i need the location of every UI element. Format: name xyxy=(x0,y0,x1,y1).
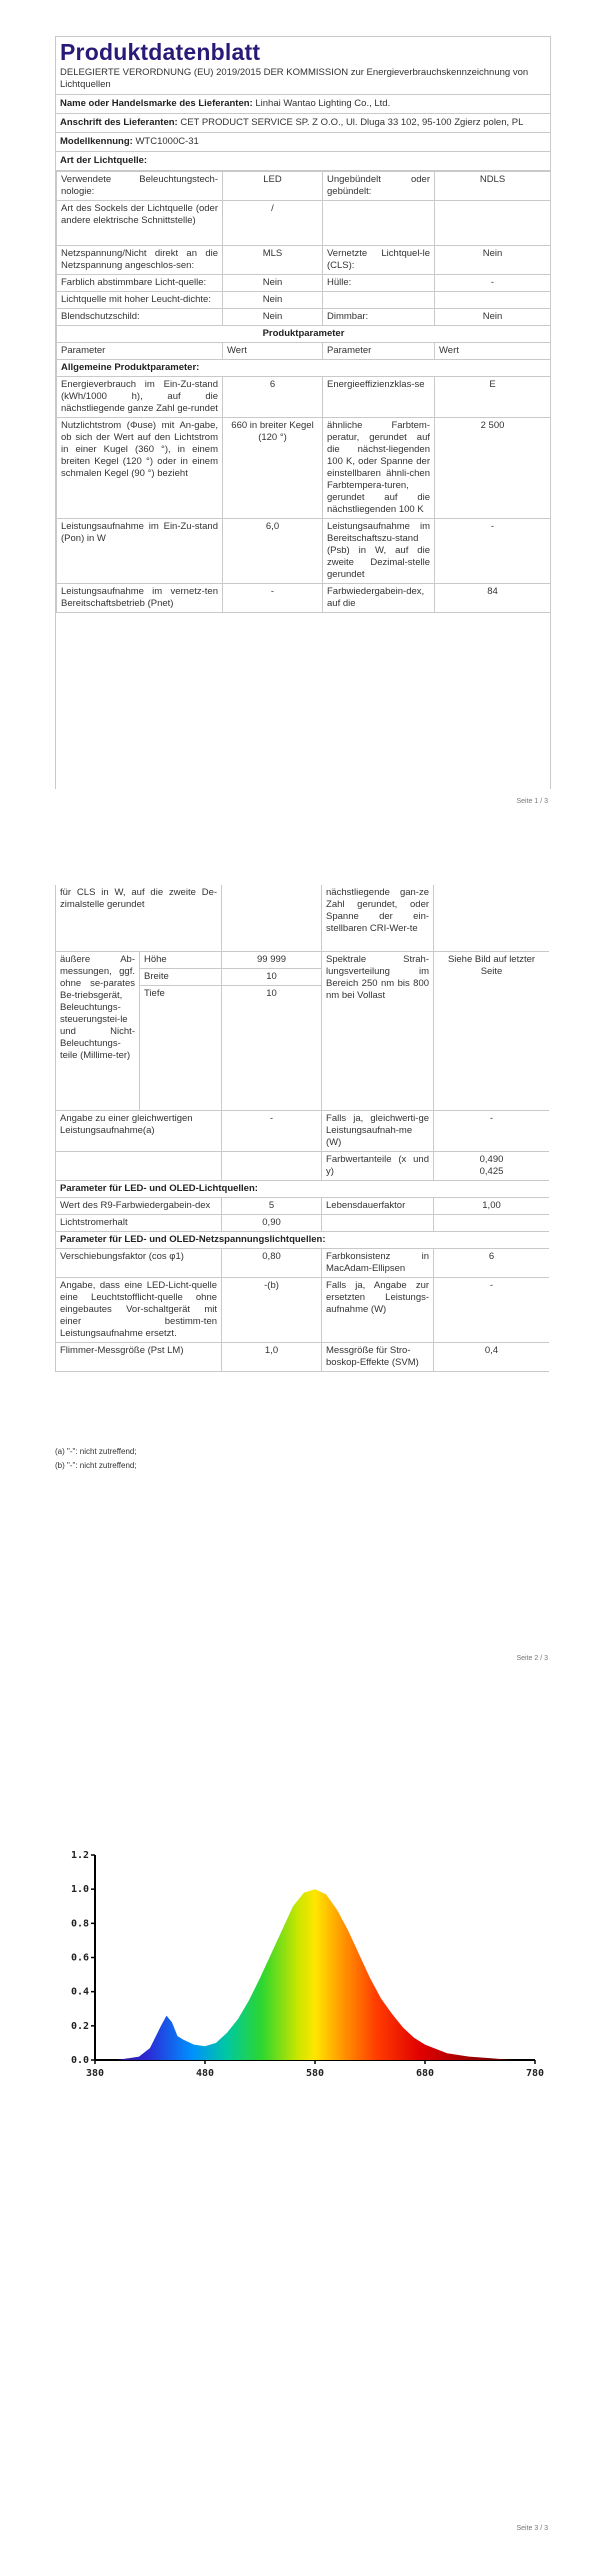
general-params-heading: Allgemeine Produktparameter: xyxy=(57,360,551,377)
param-label: nächstliegende gan-ze Zahl gerundet, oder Spanne der ein-stellbaren CRI-Wer-te xyxy=(322,885,434,952)
title-block xyxy=(56,37,550,95)
param-label xyxy=(323,201,435,246)
param-label: Falls ja, Angabe zur ersetzten Leistungs-aufnahme (W) xyxy=(322,1278,434,1343)
supplier-address-row xyxy=(56,114,550,133)
spectral-distribution-chart xyxy=(55,1835,555,2095)
param-value: - xyxy=(222,1111,322,1152)
param-label: Farbwiedergabein-dex, auf die xyxy=(323,584,435,613)
light-source-type-table xyxy=(56,171,551,613)
param-value: 0,4 xyxy=(434,1343,549,1372)
x-tick-label: 680 xyxy=(415,2068,435,2079)
param-label: ähnliche Farbtem-peratur, gerundet auf die nächst-liegenden 100 K, oder Spanne der einstellbaren ähnli-chen Farbtempera-turen, gerundet auf die nächstliegenden 100 K xyxy=(323,418,435,519)
param-value xyxy=(435,201,551,246)
footnote: (a) "-": nicht zutreffend; xyxy=(55,1447,137,1456)
param-label xyxy=(323,292,435,309)
param-value xyxy=(434,1152,549,1181)
page-3 xyxy=(0,1735,603,2560)
column-header: Parameter xyxy=(57,343,223,360)
param-label: Leistungsaufnahme im Bereitschaftszu-stand (Psb) in W, auf die zweite Dezimal-stelle gerundet xyxy=(323,519,435,584)
param-label: Leistungsaufnahme im Ein-Zu-stand (Pon) in W xyxy=(57,519,223,584)
datasheet-page-1 xyxy=(55,36,551,789)
param-value: Nein xyxy=(435,246,551,275)
chart-marks xyxy=(95,1889,535,2060)
table-row xyxy=(56,1198,550,1215)
table-row xyxy=(56,1249,550,1278)
y-tick-label: 1.0 xyxy=(70,1884,89,1896)
param-label: Lichtstromerhalt xyxy=(56,1215,222,1232)
table-row xyxy=(57,246,551,275)
param-value xyxy=(222,1152,322,1181)
dimension-value: 99 999 xyxy=(222,952,322,969)
page-number: Seite 1 / 3 xyxy=(516,798,548,805)
param-value xyxy=(222,885,322,952)
table-row xyxy=(57,172,551,201)
table-row xyxy=(57,519,551,584)
param-label xyxy=(322,1215,434,1232)
x-tick-label: 580 xyxy=(305,2068,325,2079)
param-value: Nein xyxy=(435,309,551,326)
param-label: Verschiebungsfaktor (cos φ1) xyxy=(56,1249,222,1278)
document-title: Produktdatenblatt xyxy=(60,39,261,65)
param-label: Farbwertanteile (x und y) xyxy=(322,1152,434,1181)
chroma-y: 0,425 xyxy=(479,1166,504,1177)
param-value: 5 xyxy=(222,1198,322,1215)
param-label: Leistungsaufnahme im vernetz-ten Bereitschaftsbetrieb (Pnet) xyxy=(57,584,223,613)
param-value: 1,0 xyxy=(222,1343,322,1372)
mains-params-heading: Parameter für LED- und OLED-Netzspannungslichtquellen: xyxy=(56,1232,550,1249)
param-label: Lichtquelle mit hoher Leucht-dichte: xyxy=(57,292,223,309)
table-row xyxy=(57,292,551,309)
param-label xyxy=(56,1152,222,1181)
param-label: Verwendete Beleuchtungstech-nologie: xyxy=(57,172,223,201)
supplier-address: CET PRODUCT SERVICE SP. Z O.O., Ul. Dluga 33 102, 95-100 Zgierz polen, PL xyxy=(180,117,524,128)
param-label: Flimmer-Messgröße (Pst LM) xyxy=(56,1343,222,1372)
param-value: / xyxy=(223,201,323,246)
x-tick-label: 780 xyxy=(525,2068,545,2079)
param-value: Nein xyxy=(223,292,323,309)
param-value: - xyxy=(434,1278,549,1343)
spectrum-series-area xyxy=(95,1889,535,2060)
section-heading-row xyxy=(56,1232,550,1249)
section-heading-row xyxy=(57,326,551,343)
param-label: Messgröße für Stro-boskop-Effekte (SVM) xyxy=(322,1343,434,1372)
supplier-name-label: Name oder Handelsmarke des Lieferanten: xyxy=(60,98,253,109)
param-label: Energieverbrauch im Ein-Zu-stand (kWh/1000 h), auf die nächstliegende ganze Zahl ge-rundet xyxy=(57,377,223,418)
supplier-name-row xyxy=(56,95,550,114)
param-value: 0,80 xyxy=(222,1249,322,1278)
param-label: Hülle: xyxy=(323,275,435,292)
table-row xyxy=(57,377,551,418)
param-label: Ungebündelt oder gebündelt: xyxy=(323,172,435,201)
dimension-name: Breite xyxy=(140,969,222,986)
param-label: für CLS in W, auf die zweite De-zimalstelle gerundet xyxy=(56,885,222,952)
footnote: (b) "-": nicht zutreffend; xyxy=(55,1461,137,1470)
param-value: 0,90 xyxy=(222,1215,322,1232)
table-row xyxy=(56,1343,550,1372)
param-value xyxy=(434,885,549,952)
param-value: Nein xyxy=(223,309,323,326)
dimensions-label: äußere Ab-messungen, ggf. ohne se-parates Be-triebsgerät, Beleuchtungs-steuerungstei-le und Nicht-Beleuchtungs-teile (Millime-ter) xyxy=(56,952,140,1111)
supplier-address-label: Anschrift des Lieferanten: xyxy=(60,117,178,128)
y-tick-label: 0.0 xyxy=(70,2055,89,2066)
param-label: Wert des R9-Farbwiedergabein-dex xyxy=(56,1198,222,1215)
param-value: 6 xyxy=(223,377,323,418)
param-label: Angabe zu einer gleichwertigen Leistungsaufnahme(a) xyxy=(56,1111,222,1152)
column-header: Wert xyxy=(223,343,323,360)
x-tick-label: 380 xyxy=(85,2068,105,2079)
column-header-row xyxy=(57,343,551,360)
param-value: -(b) xyxy=(222,1278,322,1343)
dimension-value: 10 xyxy=(222,969,322,986)
param-label: Nutzlichtstrom (Φuse) mit An-gabe, ob sich der Wert auf den Lichtstrom in einer Kugel (360 °), in einem breiten Kegel (120 °) oder in einem schmalen Kegel (90 °) bezieht xyxy=(57,418,223,519)
model-id: WTC1000C-31 xyxy=(135,136,199,147)
y-tick-label: 0.6 xyxy=(70,1952,89,1964)
page-1 xyxy=(0,0,603,820)
param-value: 6 xyxy=(434,1249,549,1278)
table-row xyxy=(57,418,551,519)
param-value: 84 xyxy=(435,584,551,613)
product-params-heading: Produktparameter xyxy=(57,326,551,343)
parameters-table-continued xyxy=(55,885,549,1372)
dimension-name: Höhe xyxy=(140,952,222,969)
param-label: Dimmbar: xyxy=(323,309,435,326)
param-label: Vernetzte Lichtquel-le (CLS): xyxy=(323,246,435,275)
param-value: Nein xyxy=(223,275,323,292)
param-value: 6,0 xyxy=(223,519,323,584)
param-label: Farbkonsistenz in MacAdam-Ellipsen xyxy=(322,1249,434,1278)
param-value: MLS xyxy=(223,246,323,275)
param-label: Blendschutzschild: xyxy=(57,309,223,326)
document-subtitle: DELEGIERTE VERORDNUNG (EU) 2019/2015 DER KOMMISSION zur Energieverbrauchskennzeichnung von Lichtquellen xyxy=(60,67,529,90)
param-value: - xyxy=(435,519,551,584)
page-number: Seite 2 / 3 xyxy=(516,1655,548,1662)
y-tick-label: 0.8 xyxy=(70,1918,89,1930)
datasheet-page-2 xyxy=(55,885,549,1440)
table-row xyxy=(56,885,550,952)
param-label: Netzspannung/Nicht direkt an die Netzspannung angeschlos-sen: xyxy=(57,246,223,275)
param-label: Falls ja, gleichwerti-ge Leistungsaufnah-me (W) xyxy=(322,1111,434,1152)
param-label: Energieeffizienzklas-se xyxy=(323,377,435,418)
table-row xyxy=(56,1152,550,1181)
x-tick-label: 480 xyxy=(195,2068,215,2079)
chroma-x: 0,490 xyxy=(479,1154,504,1165)
param-value: NDLS xyxy=(435,172,551,201)
table-row xyxy=(56,1278,550,1343)
param-value: 660 in breiter Kegel (120 °) xyxy=(223,418,323,519)
param-value xyxy=(435,292,551,309)
param-value: - xyxy=(435,275,551,292)
param-value: 2 500 xyxy=(435,418,551,519)
footnotes xyxy=(55,1445,137,1473)
param-label: Lebensdauerfaktor xyxy=(322,1198,434,1215)
section-heading-row xyxy=(56,1181,550,1198)
param-value: Siehe Bild auf letzter Seite xyxy=(434,952,549,1111)
y-tick-label: 0.4 xyxy=(70,1986,89,1998)
y-tick-label: 0.2 xyxy=(70,2020,89,2032)
param-value: - xyxy=(434,1111,549,1152)
section-heading-row xyxy=(57,360,551,377)
param-value xyxy=(434,1215,549,1232)
page-number: Seite 3 / 3 xyxy=(516,2525,548,2532)
param-label: Spektrale Strah-lungsverteilung im Bereich 250 nm bis 800 nm bei Vollast xyxy=(322,952,434,1111)
dimension-value: 10 xyxy=(222,986,322,1111)
param-label: Art des Sockels der Lichtquelle (oder andere elektrische Schnittstelle) xyxy=(57,201,223,246)
param-value: - xyxy=(223,584,323,613)
param-label: Farblich abstimmbare Licht-quelle: xyxy=(57,275,223,292)
led-params-heading: Parameter für LED- und OLED-Lichtquellen: xyxy=(56,1181,550,1198)
column-header: Wert xyxy=(435,343,551,360)
table-row xyxy=(57,275,551,292)
table-row xyxy=(56,1215,550,1232)
param-value: 1,00 xyxy=(434,1198,549,1215)
supplier-name: Linhai Wantao Lighting Co., Ltd. xyxy=(255,98,391,109)
page-2 xyxy=(0,885,603,1685)
light-source-type-heading: Art der Lichtquelle: xyxy=(56,152,550,171)
table-row xyxy=(56,952,550,969)
param-value: LED xyxy=(223,172,323,201)
table-row xyxy=(57,201,551,246)
model-row xyxy=(56,133,550,152)
table-row xyxy=(56,1111,550,1152)
y-tick-label: 1.2 xyxy=(70,1850,89,1861)
table-row xyxy=(57,584,551,613)
dimension-name: Tiefe xyxy=(140,986,222,1111)
param-value: E xyxy=(435,377,551,418)
table-row xyxy=(57,309,551,326)
param-label: Angabe, dass eine LED-Licht-quelle eine Leuchtstofflicht-quelle ohne eingebautes Vor-schaltgerät mit einer bestimm-ten Leistungsaufnahme ersetzt. xyxy=(56,1278,222,1343)
model-label: Modellkennung: xyxy=(60,136,133,147)
column-header: Parameter xyxy=(323,343,435,360)
